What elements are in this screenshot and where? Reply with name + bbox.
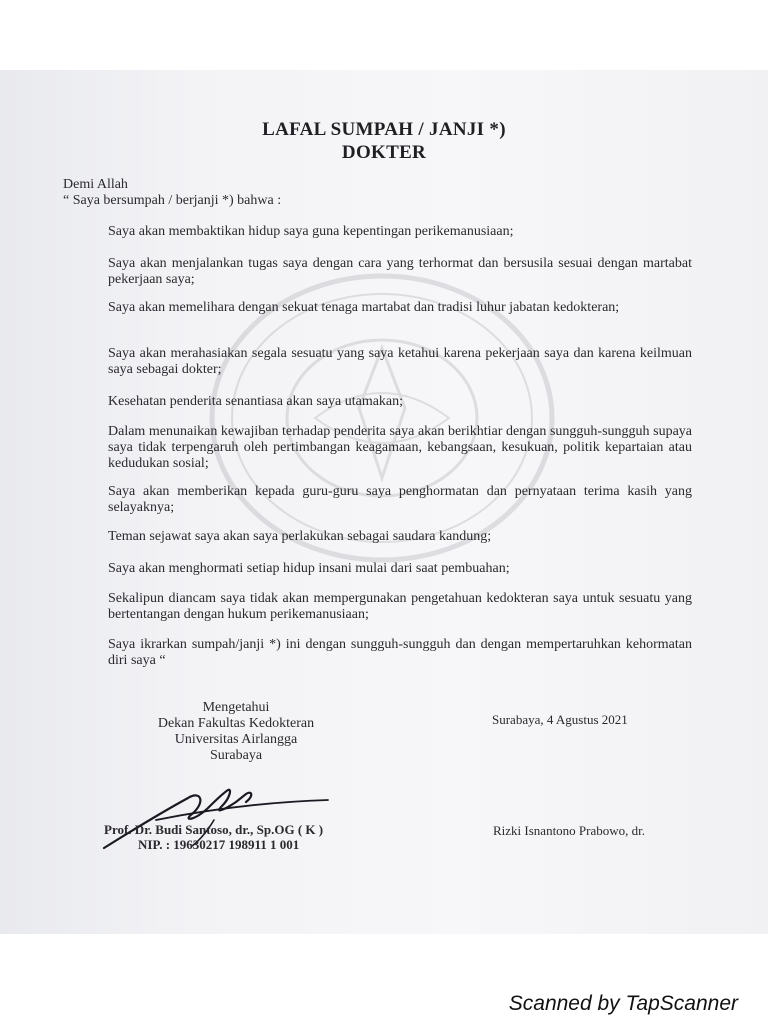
oath-paragraph-1: Saya akan membaktikan hidup saya guna kepentingan perikemanusiaan; [108,224,514,239]
oath-paragraph-11: Saya ikrarkan sumpah/janji *) ini dengan sungguh-sungguh dan dengan mempertaruhkan kehormatan diri saya “ [108,637,692,668]
document-subtitle: DOKTER [341,142,427,163]
oath-paragraph-7: Saya akan memberikan kepada guru-guru saya penghormatan dan pernyataan terima kasih yang selayaknya; [108,484,692,515]
oath-paragraph-3: Saya akan memelihara dengan sekuat tenaga martabat dan tradisi luhur jabatan kedokteran; [108,300,620,315]
approval-institution: Universitas Airlangga [174,732,298,747]
dean-nip: NIP. : 19630217 198911 1 001 [138,837,300,852]
place-date: Surabaya, 4 Agustus 2021 [492,712,628,727]
dean-name: Prof. Dr. Budi Santoso, dr., Sp.OG ( K ) [104,822,324,837]
oath-paragraph-4: Saya akan merahasiakan segala sesuatu yang saya ketahui karena pekerjaan saya dan karena keilmuan saya sebagai dokter; [108,346,692,377]
scanner-watermark: Scanned by TapScanner [508,992,738,1015]
approval-position: Dekan Fakultas Kedokteran [157,716,315,731]
oath-paragraph-9: Saya akan menghormati setiap hidup insani mulai dari saat pembuahan; [108,561,510,576]
oath-paragraph-10: Sekalipun diancam saya tidak akan mempergunakan pengetahuan kedokteran saya untuk sesuatu yang bertentangan dengan hukum perikemanusiaan; [108,591,692,622]
approval-city: Surabaya [209,748,263,763]
oath-paragraph-2: Saya akan menjalankan tugas saya dengan cara yang terhormat dan bersusila sesuai dengan martabat pekerjaan saya; [108,256,692,287]
oath-paragraph-5: Kesehatan penderita senantiasa akan saya utamakan; [108,394,404,409]
invocation: Demi Allah [63,177,128,192]
oath-paragraph-8: Teman sejawat saya akan saya perlakukan sebagai saudara kandung; [108,529,492,544]
oath-intro: “ Saya bersumpah / berjanji *) bahwa : [63,193,282,208]
approval-label: Mengetahui [202,700,270,715]
oath-paragraph-6: Dalam menunaikan kewajiban terhadap penderita saya akan berikhtiar dengan sungguh-sungguh supaya saya tidak terpengaruh oleh pertimbangan keagamaan, kebangsaan, kesukuan, politik kepartaian atau kedudukan sosial; [108,424,692,471]
oath-taker-name: Rizki Isnantono Prabowo, dr. [493,823,646,838]
document-title: LAFAL SUMPAH / JANJI *) [262,119,506,140]
